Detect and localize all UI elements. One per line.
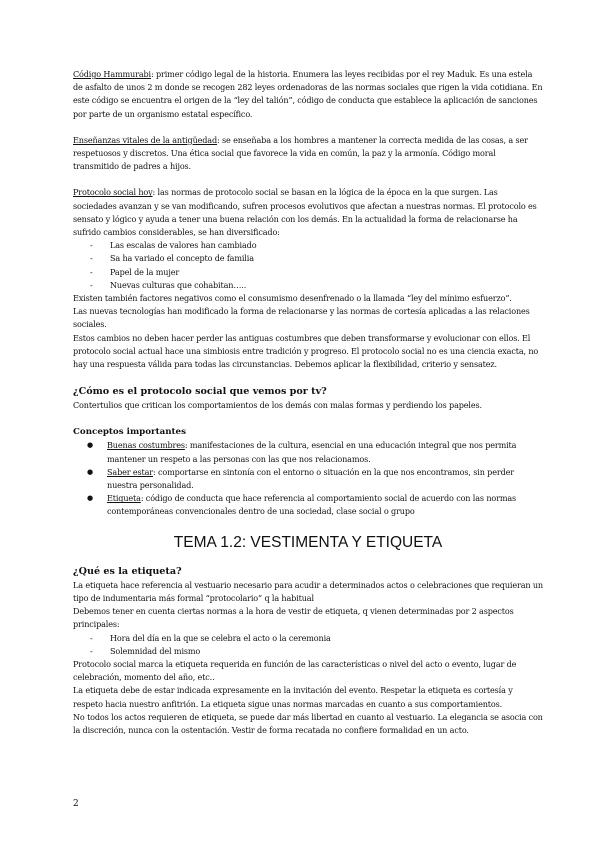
aspects-list	[73, 632, 543, 658]
changes-list	[73, 239, 543, 292]
page-number: 2	[73, 799, 79, 809]
concept-term: Buenas costumbres	[107, 440, 185, 451]
concept-text: : manifestaciones de la cultura, esencial en una educación integral que nos permita mantener un respeto a las personas con las que nos relacionamos.	[107, 440, 517, 464]
list-item: - Sa ha variado el concepto de familia	[73, 252, 543, 265]
concept-etiqueta	[73, 492, 543, 518]
list-item: - Hora del día en la que se celebra el acto o la ceremonia	[73, 632, 543, 645]
concept-buenas-costumbres	[73, 439, 543, 465]
term-ensenanzas: Enseñanzas vitales de la antigüedad	[73, 134, 218, 145]
paragraph-normas: Debemos tener en cuenta ciertas normas a la hora de vestir de etiqueta, q vienen determinadas por 2 aspectos principales:	[73, 606, 514, 630]
paragraph-text: : se enseñaba a los hombres a mantener la correcta medida de las cosas, a ser respetuosos y discretos. Una ética social que favorece la vida en común, la paz y la armonía. Código moral transmitido de padres a hijos.	[73, 134, 528, 172]
term-protocolo-social: Protocolo social hoy	[73, 187, 153, 198]
heading-que-es-etiqueta: ¿Qué es la etiqueta?	[73, 565, 182, 577]
tema-title: TEMA 1.2: VESTIMENTA Y ETIQUETA	[173, 533, 443, 551]
heading-protocolo-tv: ¿Cómo es el protocolo social que vemos por tv?	[73, 386, 327, 398]
paragraph-ensenanzas	[73, 134, 543, 174]
concepts-list	[73, 439, 543, 518]
paragraph-text: : primer código legal de la historia. Enumera las leyes recibidas por el rey Maduk. Es una estela de asfalto de unos 2 m donde se recogen 282 leyes ordenadoras de las normas sociales que rigen la vida cotidiana. En este código se encuentra el origen de la “ley del talión”, código de conducta que establece la aplicación de sanciones por parte de un organismo estatal específico.	[73, 69, 543, 119]
list-item: - Papel de la mujer	[73, 266, 543, 279]
concept-text: : código de conducta que hace referencia al comportamiento social de acuerdo con las normas contemporáneas convencionales dentro de una sociedad, clase social o grupo	[107, 493, 517, 517]
paragraph-estos-cambios: Estos cambios no deben hacer perder las antiguas costumbres que deben transformarse y evolucionar con ellos. El protocolo social actual hace una simbiosis entre tradición y progreso. El protocolo social no es una ciencia exacta, no hay una respuesta válida para todas las circunstancias. Debemos aplicar la flexibilidad, criterio y sensatez.	[73, 332, 539, 370]
concept-saber-estar	[73, 466, 543, 492]
paragraph-protocolo-social	[73, 186, 543, 239]
paragraph-no-todos-actos: No todos los actos requieren de etiqueta, se puede dar más libertad en cuanto al vestuario. La elegancia se asocia con la discreción, nunca con la ostentación. Vestir de forma recatada no confiere formalidad en un acto.	[73, 711, 543, 735]
paragraph-protocolo-marca: Protocolo social marca la etiqueta requerida en función de las características o nivel del acto o evento, lugar de celebración, momento del año, etc..	[73, 658, 517, 683]
paragraph-etiqueta-intro: La etiqueta hace referencia al vestuario necesario para acudir a determinados actos o celebraciones que requieran un tipo de indumentaria más formal “protocolario” q la habitual	[73, 579, 543, 603]
list-item: - Solemnidad del mismo	[73, 645, 543, 658]
paragraph-codigo-hammurabi	[73, 68, 543, 121]
list-item: - Nuevas culturas que cohabitan…..	[73, 279, 543, 292]
concept-term: Saber estar	[107, 466, 154, 477]
paragraph-text: : las normas de protocolo social se basan en la lógica de la época en la que surgen. Las sociedades avanzan y se van modificando, sufren procesos evolutivos que afectan a nuestras normas. El protocolo es sensato y lógico y ayuda a tener una buena relación con los demás. En la actualidad la forma de relacionarse ha sufrido cambios considerables, se han diversificado:	[73, 187, 537, 238]
heading-conceptos: Conceptos importantes	[73, 427, 186, 438]
paragraph-tv: Contertulios que critican los comportamientos de los demás con malas formas y perdiendo los papeles.	[73, 400, 482, 411]
document-page	[73, 68, 543, 737]
concept-text: : comportarse en sintonía con el entorno o situación en la que nos encontramos, sin perder nuestra personalidad.	[107, 466, 514, 491]
concept-term: Etiqueta	[107, 493, 141, 504]
paragraph-factores-negativos: Existen también factores negativos como el consumismo desenfrenado o la llamada “ley del mínimo esfuerzo”.	[73, 293, 512, 304]
list-item: - Las escalas de valores han cambiado	[73, 239, 543, 252]
term-codigo-hammurabi: Código Hammurabi	[73, 69, 151, 79]
paragraph-nuevas-tecnologias: Las nuevas tecnologías han modificado la forma de relacionarse y las normas de cortesía aplicadas a las relaciones sociales.	[73, 306, 530, 330]
paragraph-invitacion: La etiqueta debe de estar indicada expresamente en la invitación del evento. Respetar la etiqueta es cortesía y respeto hacia nuestro anfitrión. La etiqueta sigue unas normas marcadas en cuanto a sus comportamientos.	[73, 685, 513, 709]
